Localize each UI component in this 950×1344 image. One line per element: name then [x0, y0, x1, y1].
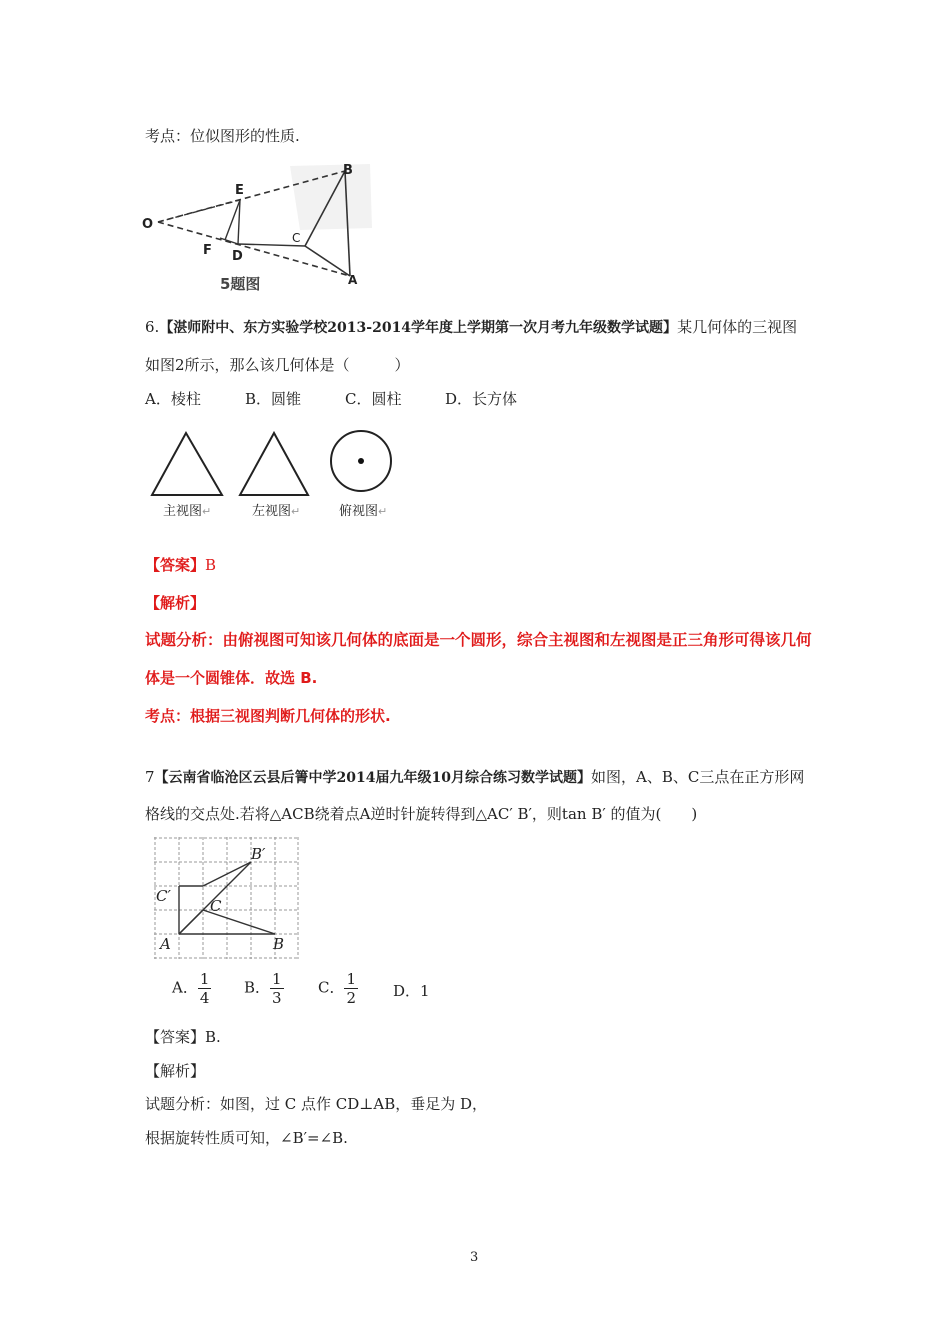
q7-option-a: A． $\frac{1}{4}$ — [172, 970, 210, 1007]
q7-label-c-prime: C′ — [156, 887, 171, 905]
q6-number: 6. — [145, 318, 160, 336]
q7-stem-line1 — [145, 767, 804, 788]
q7-analysis-line1: 试题分析：如图，过 C 点作 CD⊥AB，垂足为 D， — [145, 1095, 488, 1113]
page-number: 3 — [470, 1250, 479, 1265]
q7-option-b: B． $\frac{1}{3}$ — [244, 970, 282, 1007]
q7-option-d: D．1 — [393, 982, 430, 1000]
q5-label-a: A — [348, 273, 358, 287]
q5-label-b: B — [343, 163, 353, 178]
q6-stem-line2: 如图2所示，那么该几何体是（ ） — [145, 356, 410, 374]
q6-option-c: C．圆柱 — [345, 390, 402, 408]
q6-view-left-label: 左视图↵ — [252, 504, 301, 519]
q5-label-f: F — [203, 243, 212, 258]
q5-kaodian: 考点：位似图形的性质. — [145, 127, 300, 145]
q5-figure — [140, 158, 380, 293]
q5-label-c: C — [292, 231, 301, 245]
q5-label-d: D — [232, 249, 243, 264]
q6-kaodian: 考点：根据三视图判断几何体的形状. — [145, 707, 391, 725]
side-view-triangle — [240, 433, 308, 495]
q6-answer: 【答案】B — [145, 556, 217, 574]
front-view-triangle — [152, 433, 222, 495]
q7-answer: 【答案】B. — [145, 1028, 221, 1046]
q5-label-o: O — [142, 217, 154, 232]
q7-stem-line2: 格线的交点处.若将△ACB绕着点A逆时针旋转得到△AC′ B′，则tan B′ 的值为( ) — [145, 805, 698, 823]
top-view-center-dot — [358, 458, 364, 464]
q6-option-d: D．长方体 — [445, 390, 518, 408]
q7-label-b-prime: B′ — [251, 845, 266, 863]
q6-analysis-line2: 体是一个圆锥体．故选 B. — [145, 669, 318, 687]
q7-label-a: A — [160, 935, 171, 953]
q6-stem-line1 — [145, 317, 797, 338]
q7-number: 7 — [145, 768, 155, 786]
q5-caption: 5题图 — [220, 275, 261, 293]
q7-label-c: C — [210, 897, 222, 915]
q6-source: 【湛师附中、东方实验学校2013-2014学年度上学期第一次月考九年级数学试题】 — [159, 320, 678, 336]
q7-grid-figure — [152, 835, 300, 960]
q6-analysis-label: 【解析】 — [145, 594, 206, 612]
q6-stem1: 某几何体的三视图 — [677, 318, 798, 336]
q6-option-a: A．棱柱 — [145, 390, 201, 408]
q7-analysis-line2: 根据旋转性质可知，∠B′=∠B. — [145, 1129, 348, 1147]
q7-stem1: 如图，A、B、C三点在正方形网 — [591, 768, 805, 786]
q6-view-top-label: 俯视图↵ — [339, 504, 388, 519]
q7-label-b: B — [273, 935, 285, 953]
q6-analysis-line1: 试题分析：由俯视图可知该几何体的底面是一个圆形，综合主视图和左视图是正三角形可得该几何 — [145, 631, 812, 649]
q7-source: 【云南省临沧区云县后箐中学2014届九年级10月综合练习数学试题】 — [154, 770, 591, 786]
q7-analysis-label: 【解析】 — [145, 1062, 206, 1080]
q6-option-b: B．圆锥 — [245, 390, 302, 408]
q7-option-c: C． $\frac{1}{2}$ — [318, 970, 357, 1007]
q6-view-front-label: 主视图↵ — [163, 504, 212, 519]
q5-label-e: E — [235, 183, 244, 198]
